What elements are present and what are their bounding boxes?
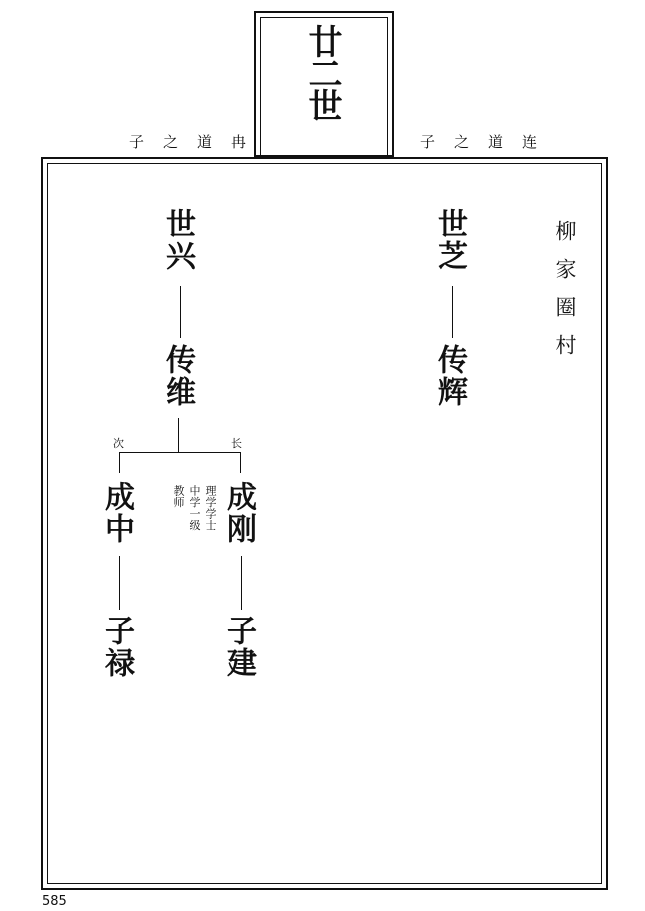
annotation-rank: 中学一级 (188, 485, 201, 531)
person-chengzhong: 成中 (99, 481, 134, 545)
person-shixing: 世兴 (160, 208, 195, 272)
person-zijian: 子建 (221, 615, 256, 679)
person-chuanhui: 传辉 (432, 344, 467, 408)
connector-to-chenggang (240, 452, 241, 473)
birth-order-eldest: 长 (231, 437, 242, 450)
lineage-right: 子之道连 (420, 133, 557, 151)
annotation-job: 教师 (172, 485, 185, 508)
connector-to-chengzhong (119, 452, 120, 473)
connector-chengzhong-zilu (119, 556, 120, 610)
connector-shixing-chuanwei (180, 286, 181, 338)
annotation-degree: 理学学士 (204, 485, 217, 531)
person-chuanwei: 传维 (160, 344, 195, 408)
connector-shizhi-chuanhui (452, 286, 453, 338)
village-name: 柳家圈村 (553, 220, 577, 372)
generation-title: 廿二世 (302, 24, 342, 120)
page-number: 585 (42, 894, 67, 909)
person-zilu: 子禄 (99, 615, 134, 679)
connector-chuanwei-down (178, 418, 179, 452)
connector-chenggang-zijian (241, 556, 242, 610)
lineage-left: 子之道冉 (129, 133, 266, 151)
birth-order-second: 次 (113, 437, 124, 450)
person-shizhi: 世芝 (432, 208, 467, 272)
connector-sons-bar (119, 452, 241, 453)
person-chenggang: 成刚 (221, 481, 256, 545)
